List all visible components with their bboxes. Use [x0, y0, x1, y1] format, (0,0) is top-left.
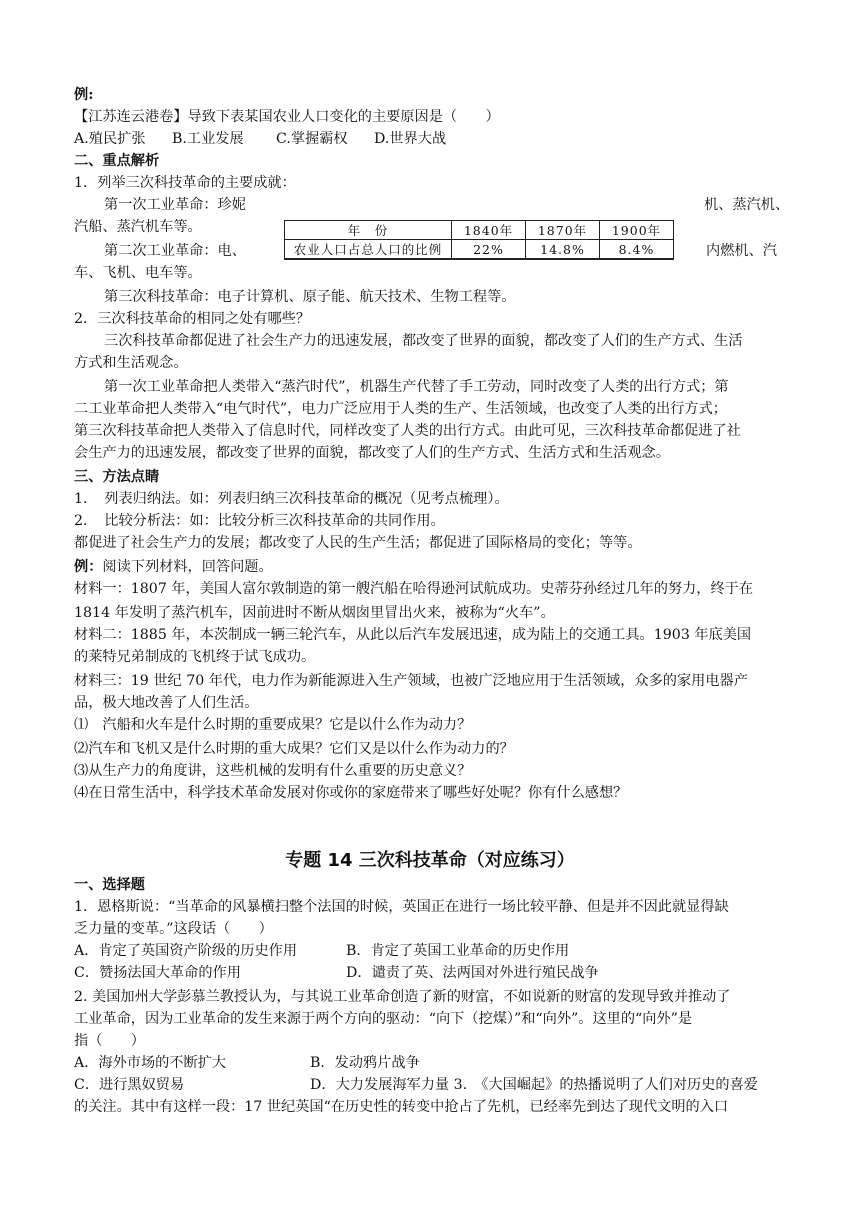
paragraph-2d: 会生产力的迅速发展，都改变了世界的面貌，都改变了人们的生产方式、生活方式和生活观念。	[74, 445, 670, 461]
table-cell: 22%	[452, 240, 526, 260]
revolution-2-cont: 车、飞机、电车等。	[74, 265, 202, 281]
practice-heading: 一、选择题	[74, 877, 145, 893]
example-2-line	[74, 556, 790, 578]
example-question: 【江苏连云港卷】导致下表某国农业人口变化的主要原因是（ ）	[74, 109, 500, 125]
paragraph-2a: 第一次工业革命把人类带入“蒸汽时代”，机器生产代替了手工劳动，同时改变了人类的出行方式；第	[104, 379, 729, 395]
practice-q1a: 1．恩格斯说：“当革命的风暴横扫整个法国的时候，英国正在进行一场比较平静、但是并不因此就显得缺	[74, 899, 729, 915]
section-heading-2: 二、重点解析	[74, 153, 160, 169]
example-2-intro: 阅读下列材料，回答问题。	[102, 559, 273, 575]
paragraph-2b: 二工业革命把人类带入“电气时代”，电力广泛应用于人类的生产、生活领域，也改变了人类的出行方式；	[74, 401, 727, 417]
method-3: 都促进了社会生产力的发展；都改变了人民的生产生活；都促进了国际格局的变化；等等。	[74, 535, 642, 551]
paragraph-1a: 三次科技革命都促进了社会生产力的迅速发展，都改变了世界的面貌，都改变了人们的生产方式、生活	[104, 333, 743, 349]
population-table	[284, 220, 674, 260]
practice-q1-option-b: B．肯定了英国工业革命的历史作用	[346, 943, 570, 959]
table-cell: 8.4%	[600, 240, 674, 260]
method-2: 2． 比较分析法：如：比较分析三次科技革命的共同作用。	[74, 513, 445, 529]
practice-q1-option-c: C．赞扬法国大革命的作用	[74, 965, 241, 981]
revolution-1-line	[104, 194, 790, 216]
sub-question-2: ⑵汽车和飞机又是什么时期的重大成果？它们又是以什么作为动力的？	[74, 741, 514, 757]
option-a: A.殖民扩张	[74, 131, 146, 147]
table-cell: 14.8%	[526, 240, 600, 260]
option-b: B.工业发展	[172, 131, 244, 147]
section-heading-3: 三、方法点睛	[74, 469, 160, 485]
table-header-row	[285, 221, 674, 240]
example-label: 例:	[74, 87, 94, 103]
option-d: D.世界大战	[374, 131, 447, 147]
practice-q1b: 乏力量的变革。”这段话（ ）	[74, 921, 273, 937]
revolution-1-left: 第一次工业革命：珍妮	[104, 197, 246, 213]
material-1a: 材料一：1807 年，美国人富尔敦制造的第一艘汽船在哈得逊河试航成功。史蒂芬孙经过几年的努力，终于在	[74, 581, 754, 597]
practice-title: 专题 14 三次科技革命（对应练习）	[285, 850, 575, 871]
revolution-1-cont: 汽船、蒸汽机车等。	[74, 219, 202, 235]
practice-q2c: 指（ ）	[74, 1033, 145, 1049]
practice-q2b: 工业革命，因为工业革命的发生来源于两个方向的驱动：“向下（挖煤）”和“向外”。这里的“向外”是	[74, 1011, 693, 1027]
material-2b: 的莱特兄弟制成的飞机终于试飞成功。	[74, 649, 316, 665]
material-2a: 材料二：1885 年，本茨制成一辆三轮汽车，从此以后汽车发展迅速，成为陆上的交通工具。1903 年底美国	[74, 627, 752, 643]
option-c: C.掌握霸权	[276, 131, 348, 147]
material-3a: 材料三：19 世纪 70 年代，电力作为新能源进入生产领域，也被广泛地应用于生活领域，众多的家用电器产	[74, 673, 748, 689]
method-1: 1． 列表归纳法。如：列表归纳三次科技革命的概况（见考点梳理）。	[74, 491, 509, 507]
paragraph-1b: 方式和生活观念。	[74, 355, 188, 371]
table-header-cell: 1840年	[452, 221, 526, 240]
table-row	[285, 240, 674, 260]
practice-q2-option-a: A．海外市场的不断扩大	[74, 1055, 227, 1071]
practice-q2a: 2. 美国加州大学彭慕兰教授认为，与其说工业革命创造了新的财富，不如说新的财富的发现导致并推动了	[74, 989, 731, 1005]
practice-q1-option-a: A．肯定了英国资产阶级的历史作用	[74, 943, 298, 959]
practice-q2-option-b: B．发动鸦片战争	[310, 1055, 420, 1071]
sub-question-4: ⑷在日常生活中，科学技术革命发展对你或你的家庭带来了哪些好处呢？你有什么感想？	[74, 785, 628, 801]
material-1b: 1814 年发明了蒸汽机车，因前进时不断从烟囱里冒出火来，被称为“火车”。	[74, 605, 555, 621]
sub-question-1: ⑴ 汽船和火车是什么时期的重要成果？它是以什么作为动力？	[74, 717, 472, 733]
question-1: 1．列举三次科技革命的主要成就：	[74, 175, 296, 191]
practice-q1-option-d: D．谴责了英、法两国对外进行殖民战争	[346, 965, 599, 981]
revolution-1-right: 机、蒸汽机、	[704, 197, 790, 213]
revolution-3: 第三次科技革命：电子计算机、原子能、航天技术、生物工程等。	[104, 289, 516, 305]
example-2-label: 例：	[74, 559, 103, 575]
question-2: 2．三次科技革命的相同之处有哪些？	[74, 311, 311, 327]
paragraph-2c: 第三次科技革命把人类带入了信息时代，同样改变了人类的出行方式。由此可见，三次科技革命都促进了社	[74, 423, 741, 439]
sub-question-3: ⑶从生产力的角度讲，这些机械的发明有什么重要的历史意义？	[74, 763, 472, 779]
table-header-cell: 年 份	[285, 221, 452, 240]
table-cell: 农业人口占总人口的比例	[285, 240, 452, 260]
practice-q2-option-c: C．进行黑奴贸易	[74, 1077, 185, 1093]
table-header-cell: 1900年	[600, 221, 674, 240]
revolution-2-right: 内燃机、汽	[706, 243, 777, 259]
table-header-cell: 1870年	[526, 221, 600, 240]
practice-q3a: 的关注。其中有这样一段：17 世纪英国“在历史性的转变中抢占了先机，已经率先到达了现代文明的入口	[74, 1099, 729, 1115]
material-3b: 品，极大地改善了人们生活。	[74, 695, 259, 711]
revolution-2-left: 第二次工业革命：电、	[104, 243, 246, 259]
practice-q2-option-d: D．大力发展海军力量 3. 《大国崛起》的热播说明了人们对历史的喜爱	[310, 1077, 758, 1093]
